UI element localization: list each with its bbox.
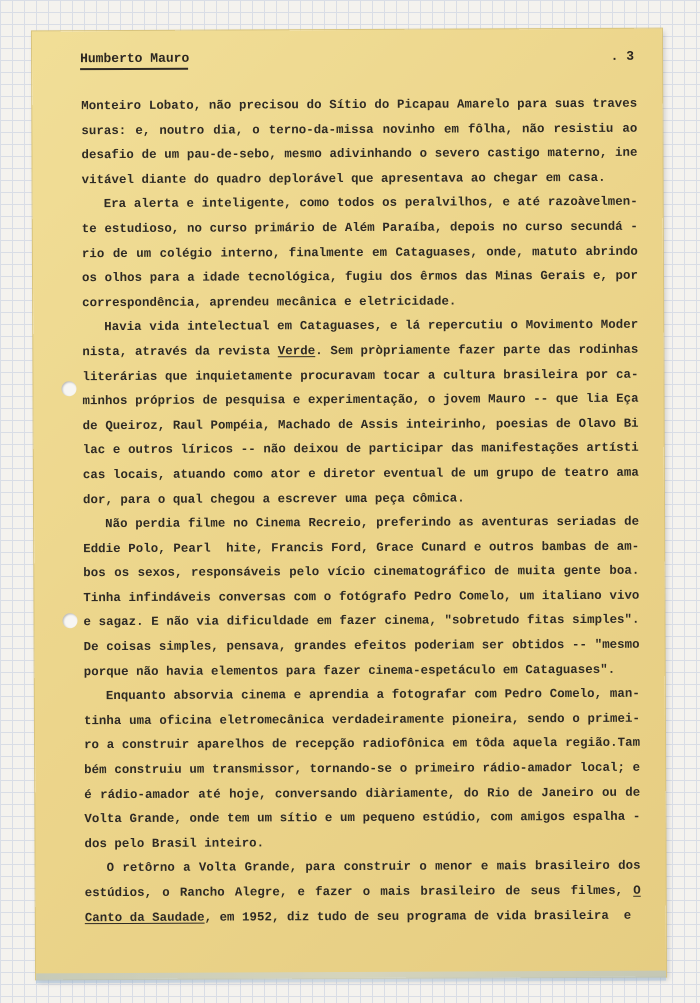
typewritten-page <box>32 29 666 980</box>
text-line: é rádio-amador até hoje, conversando diàriamente, do Rio de Janeiro ou de <box>84 785 641 802</box>
text-line: porque não havia elementos para fazer cinema-espetáculo em Cataguases". <box>83 662 616 679</box>
text-line: Volta Grande, onde tem um sítio e um pequeno estúdio, com amigos espalha - <box>84 809 641 827</box>
text-line: cas locais, atuando como ator e diretor eventual de um grupo de teatro ama <box>82 465 639 483</box>
text-line: bos os sexos, responsáveis pelo vício cinematográfico de muita gente boa. <box>83 564 640 581</box>
text-line: bém construiu um transmissor, tornando-se o primeiro rádio-amador local; e <box>84 760 641 778</box>
author-heading: Humberto Mauro <box>80 50 190 67</box>
punch-hole <box>61 381 76 396</box>
text-line: minhos próprios de pesquisa e experimentação, o jovem Mauro -- que lia Eça <box>82 391 639 409</box>
text-line: tinha uma oficina eletromecânica verdadeiramente pioneira, sendo o primei- <box>83 711 640 729</box>
text-line: os olhos para a idade tecnológica, fugiu dos êrmos das Minas Gerais e, por <box>81 268 639 286</box>
body-text <box>81 92 641 931</box>
underlined-title: Canto da Saudade <box>84 910 205 925</box>
text-line: ro a construir aparelhos de recepção radiofônica em tôda aquela região.Tam <box>84 736 641 753</box>
text-line: Não perdia filme no Cinema Recreio, preferindo as aventuras seriadas de <box>105 514 640 532</box>
text-line: de Queiroz, Raul Pompéia, Machado de Assis inteirinho, poesias de Olavo Bi <box>82 416 639 433</box>
text-line: Havia vida intelectual em Cataguases, e lá repercutiu o Movimento Moder <box>104 318 639 335</box>
underlined-title: O <box>633 883 641 898</box>
author-underline <box>80 68 188 70</box>
text-line: suras: e, noutro dia, o terno-da-missa novinho em fôlha, não resistiu ao <box>81 121 638 138</box>
text-line: O retôrno a Volta Grande, para construir o menor e mais brasileiro dos <box>106 859 641 876</box>
text-line: desafio de um pau-de-sebo, mesmo adivinhando o severo castigo materno, ine <box>81 145 638 163</box>
text-line: rio de um colégio interno, finalmente em Cataguases, onde, matuto abrindo <box>81 244 638 261</box>
text-line: Eddie Polo, Pearl hite, Francis Ford, Grace Cunard e outros bambas de am- <box>83 539 640 556</box>
text-line: Enquanto absorvia cinema e aprendia a fotografar com Pedro Comelo, man- <box>105 686 640 704</box>
text-line: De coisas simples, pensava, grandes efeitos poderiam ser obtidos -- "mesmo <box>83 637 640 655</box>
page-header <box>80 49 634 73</box>
text-line: Tinha infindáveis conversas com o fotógrafo Pedro Comelo, um italiano vivo <box>83 588 640 606</box>
text-line: estúdios, o Rancho Alegre, e fazer o mais brasileiro de seus filmes, O <box>84 883 641 901</box>
text-line: te estudioso, no curso primário de Além Paraíba, depois no curso secundá - <box>81 219 638 237</box>
punch-hole <box>62 613 77 628</box>
text-line: Monteiro Lobato, não precisou do Sítio do Picapau Amarelo para suas traves <box>81 96 638 114</box>
text-line: e sagaz. E não via dificuldade em fazer cinema, "sobretudo fitas simples". <box>83 613 640 630</box>
text-line: lac e outros líricos -- não deixou de participar das manifestações artísti <box>82 441 639 458</box>
text-line: Era alerta e inteligente, como todos os peralvilhos, e até razoàvelmen- <box>103 195 638 212</box>
page-number: . 3 <box>610 48 635 64</box>
underlined-title: Verde <box>277 344 316 359</box>
text-line: dos pelo Brasil inteiro. <box>84 836 265 851</box>
text-line: nista, através da revista Verde. Sem pròpriamente fazer parte das rodinhas <box>82 342 639 360</box>
text-line: literárias que inquietamente procuravam tocar a cultura brasileira por ca- <box>82 367 639 384</box>
text-line: correspondência, aprendeu mecânica e eletricidade. <box>82 294 457 310</box>
text-line: dor, para o qual chegou a escrever uma peça cômica. <box>82 490 465 507</box>
text-line: Canto da Saudade, em 1952, diz tudo de seu programa de vida brasileira e <box>84 908 632 925</box>
text-line: vitável diante do quadro deplorável que apresentava ao chegar em casa. <box>81 170 606 187</box>
